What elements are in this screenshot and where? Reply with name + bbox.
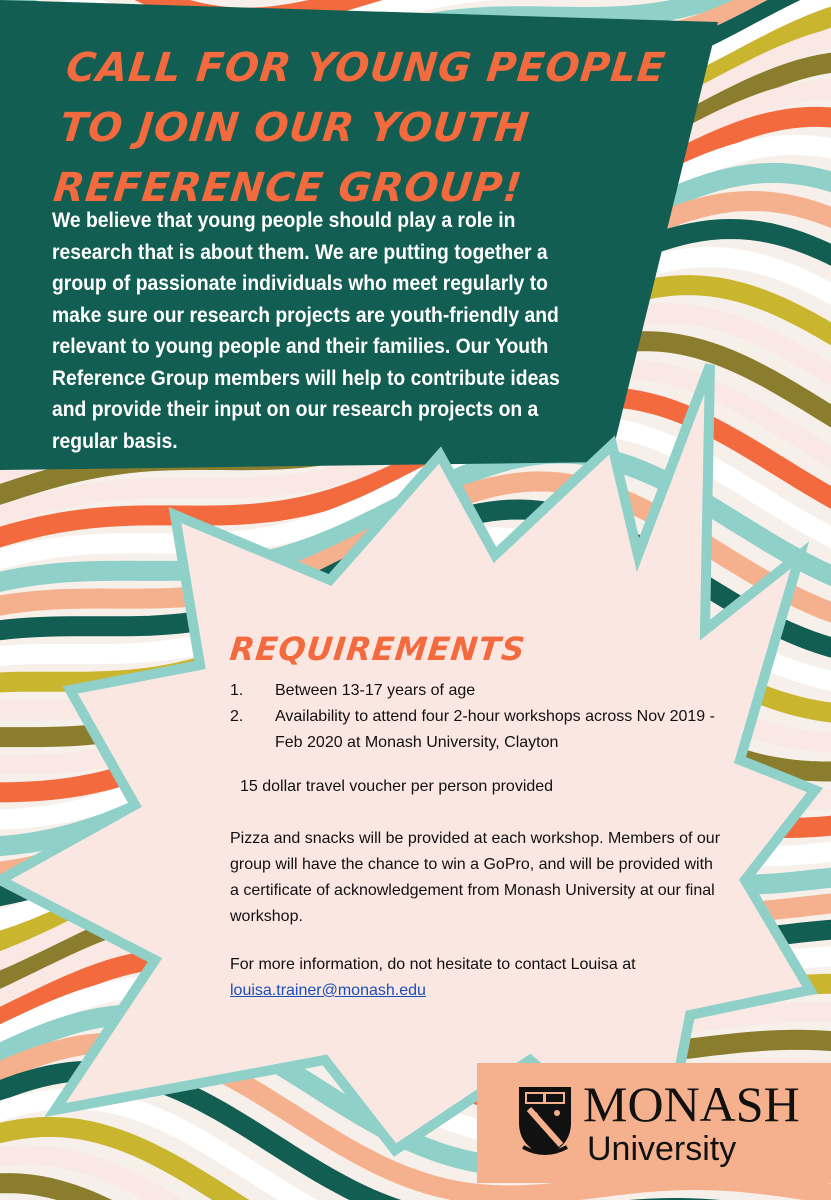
requirements-list [230,678,730,756]
contact-paragraph [230,952,730,1004]
list-item [230,704,730,756]
intro-paragraph: We believe that young people should play a role in research that is about them. We are putting together a group of passionate individuals who meet regularly to make sure our research projects are youth-friendly and relevant to young people and their families. Our Youth Reference Group members will help to contribute ideas and provide their input on our research projects on a regular basis. [52,209,560,453]
title-line-3: REFERENCE GROUP! [51,165,525,211]
header-panel [0,0,831,470]
logo-wordmark: MONASH [583,1076,800,1132]
requirements-heading: REQUIREMENTS [228,630,528,668]
monash-logo [477,1063,831,1183]
list-number: 2. [230,708,244,725]
monash-crest-icon [515,1083,575,1157]
title-line-1: CALL FOR YOUNG PEOPLE [63,45,669,91]
logo-subtitle: University [587,1130,737,1168]
starburst-content [230,630,730,1004]
list-text: Availability to attend four 2-hour workshops across Nov 2019 - Feb 2020 at Monash University, Clayton [275,708,715,751]
list-text: Between 13-17 years of age [275,682,476,699]
title-line-2: TO JOIN OUR YOUTH [57,105,532,151]
list-number: 1. [230,682,244,699]
contact-email-link[interactable]: louisa.trainer@monash.edu [230,982,426,999]
poster-title [51,38,670,218]
voucher-note: 15 dollar travel voucher per person provided [240,778,554,795]
contact-text: For more information, do not hesitate to contact Louisa at [230,956,636,973]
list-item [230,678,730,704]
perks-paragraph: Pizza and snacks will be provided at each workshop. Members of our group will have the chance to win a GoPro, and will be provided with a certificate of acknowledgement from Monash University at our final workshop. [230,830,721,925]
